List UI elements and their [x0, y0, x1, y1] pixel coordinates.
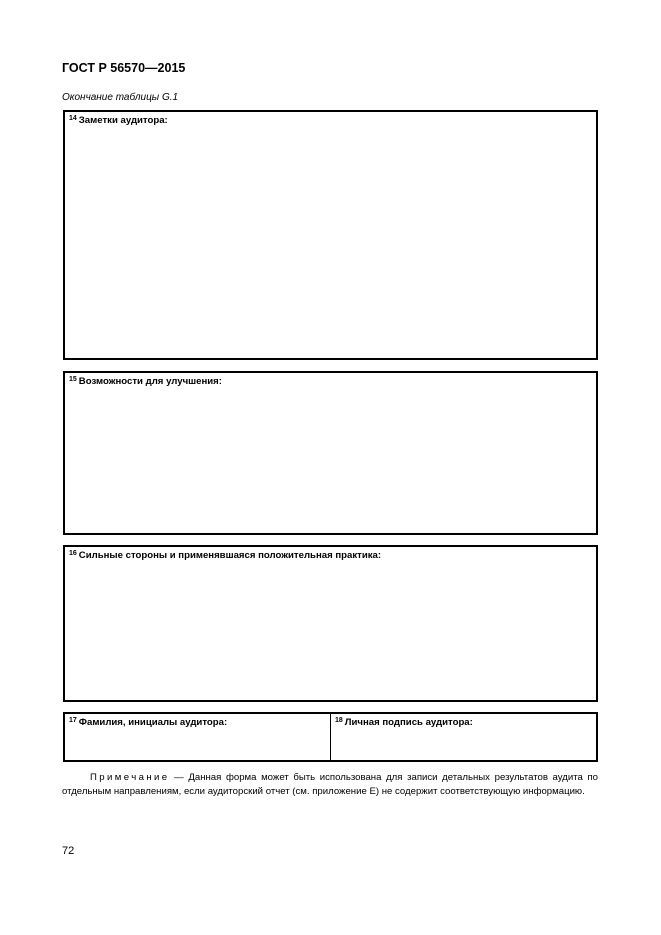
auditor-signature-field[interactable]: [331, 714, 596, 760]
field-label: Заметки аудитора:: [78, 115, 168, 126]
field-number: 14: [69, 115, 77, 122]
standard-code: ГОСТ Р 56570—2015: [62, 61, 186, 75]
improvement-opportunities-field[interactable]: [63, 371, 598, 535]
auditor-signature-label: [335, 717, 473, 728]
strengths-label: [69, 550, 381, 561]
field-label: Фамилия, инициалы аудитора:: [78, 717, 228, 728]
auditor-name-label: [69, 717, 227, 728]
strengths-field[interactable]: [63, 545, 598, 702]
auditor-notes-field[interactable]: [63, 110, 598, 360]
page-number: 72: [62, 845, 75, 857]
table-caption: Окончание таблицы G.1: [62, 92, 179, 103]
auditor-notes-label: [69, 115, 168, 126]
auditor-name-field[interactable]: [65, 714, 331, 760]
field-label: Сильные стороны и применявшаяся положительная практика:: [78, 550, 382, 561]
improvement-opportunities-label: [69, 376, 222, 387]
field-number: 16: [69, 550, 77, 557]
note-paragraph: [62, 771, 598, 799]
auditor-signature-row: [63, 712, 598, 762]
field-number: 18: [335, 717, 343, 724]
note-prefix: Примечание: [90, 772, 170, 783]
field-label: Возможности для улучшения:: [78, 376, 222, 387]
field-label: Личная подпись аудитора:: [344, 717, 473, 728]
note-text: — Данная форма может быть использована для записи детальных результатов аудита по отдельным направлениям, если аудиторский отчет (см. приложение Е) не содержит соответствующую информацию.: [62, 772, 598, 797]
field-number: 15: [69, 376, 77, 383]
field-number: 17: [69, 717, 77, 724]
